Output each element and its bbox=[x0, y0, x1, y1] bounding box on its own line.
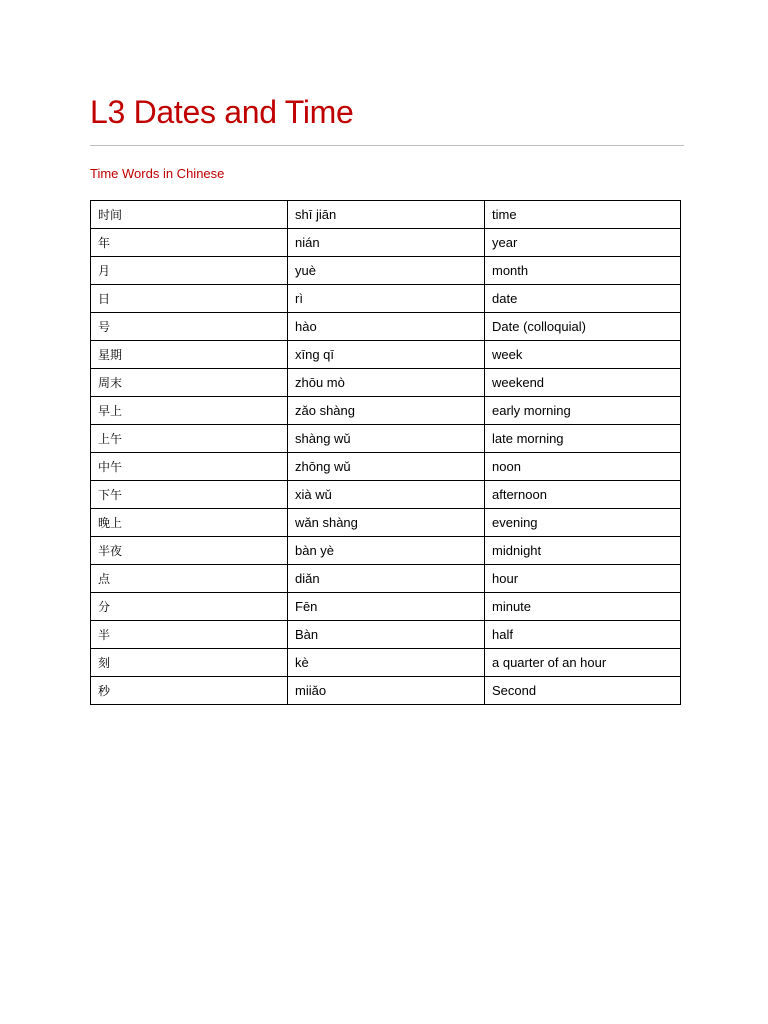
pinyin-cell: yuè bbox=[288, 257, 485, 285]
pinyin-cell: diǎn bbox=[288, 565, 485, 593]
chinese-cell: 半 bbox=[91, 621, 288, 649]
english-cell: a quarter of an hour bbox=[485, 649, 681, 677]
pinyin-cell: Fēn bbox=[288, 593, 485, 621]
table-row bbox=[91, 649, 681, 677]
page-title: L3 Dates and Time bbox=[90, 94, 354, 130]
pinyin-cell: shī jiān bbox=[288, 201, 485, 229]
chinese-cell: 月 bbox=[91, 257, 288, 285]
english-cell: Second bbox=[485, 677, 681, 705]
english-cell: midnight bbox=[485, 537, 681, 565]
pinyin-cell: wǎn shàng bbox=[288, 509, 485, 537]
english-cell: minute bbox=[485, 593, 681, 621]
pinyin-cell: hào bbox=[288, 313, 485, 341]
table-row bbox=[91, 257, 681, 285]
chinese-cell: 年 bbox=[91, 229, 288, 257]
vocabulary-table-body bbox=[91, 201, 681, 705]
title-divider bbox=[90, 145, 684, 146]
chinese-cell: 星期 bbox=[91, 341, 288, 369]
table-row bbox=[91, 481, 681, 509]
english-cell: evening bbox=[485, 509, 681, 537]
table-row bbox=[91, 285, 681, 313]
table-row bbox=[91, 341, 681, 369]
pinyin-cell: nián bbox=[288, 229, 485, 257]
table-row bbox=[91, 593, 681, 621]
table-row bbox=[91, 313, 681, 341]
table-row bbox=[91, 425, 681, 453]
english-cell: week bbox=[485, 341, 681, 369]
table-row bbox=[91, 229, 681, 257]
table-row bbox=[91, 369, 681, 397]
chinese-cell: 周末 bbox=[91, 369, 288, 397]
english-cell: time bbox=[485, 201, 681, 229]
english-cell: year bbox=[485, 229, 681, 257]
chinese-cell: 中午 bbox=[91, 453, 288, 481]
table-row bbox=[91, 397, 681, 425]
pinyin-cell: xià wǔ bbox=[288, 481, 485, 509]
pinyin-cell: bàn yè bbox=[288, 537, 485, 565]
chinese-cell: 分 bbox=[91, 593, 288, 621]
english-cell: afternoon bbox=[485, 481, 681, 509]
pinyin-cell: zhōng wǔ bbox=[288, 453, 485, 481]
chinese-cell: 早上 bbox=[91, 397, 288, 425]
table-row bbox=[91, 565, 681, 593]
english-cell: hour bbox=[485, 565, 681, 593]
chinese-cell: 日 bbox=[91, 285, 288, 313]
pinyin-cell: rì bbox=[288, 285, 485, 313]
pinyin-cell: miiǎo bbox=[288, 677, 485, 705]
pinyin-cell: xīng qī bbox=[288, 341, 485, 369]
pinyin-cell: zǎo shàng bbox=[288, 397, 485, 425]
english-cell: noon bbox=[485, 453, 681, 481]
table-row bbox=[91, 509, 681, 537]
vocabulary-table bbox=[90, 200, 681, 705]
chinese-cell: 刻 bbox=[91, 649, 288, 677]
table-row bbox=[91, 453, 681, 481]
table-row bbox=[91, 677, 681, 705]
table-row bbox=[91, 621, 681, 649]
chinese-cell: 点 bbox=[91, 565, 288, 593]
english-cell: late morning bbox=[485, 425, 681, 453]
chinese-cell: 时间 bbox=[91, 201, 288, 229]
english-cell: month bbox=[485, 257, 681, 285]
english-cell: half bbox=[485, 621, 681, 649]
chinese-cell: 半夜 bbox=[91, 537, 288, 565]
pinyin-cell: Bàn bbox=[288, 621, 485, 649]
chinese-cell: 秒 bbox=[91, 677, 288, 705]
chinese-cell: 下午 bbox=[91, 481, 288, 509]
pinyin-cell: shàng wǔ bbox=[288, 425, 485, 453]
chinese-cell: 号 bbox=[91, 313, 288, 341]
table-row bbox=[91, 201, 681, 229]
english-cell: weekend bbox=[485, 369, 681, 397]
pinyin-cell: zhōu mò bbox=[288, 369, 485, 397]
section-heading: Time Words in Chinese bbox=[90, 166, 225, 181]
table-row bbox=[91, 537, 681, 565]
english-cell: date bbox=[485, 285, 681, 313]
english-cell: Date (colloquial) bbox=[485, 313, 681, 341]
pinyin-cell: kè bbox=[288, 649, 485, 677]
english-cell: early morning bbox=[485, 397, 681, 425]
chinese-cell: 晚上 bbox=[91, 509, 288, 537]
chinese-cell: 上午 bbox=[91, 425, 288, 453]
